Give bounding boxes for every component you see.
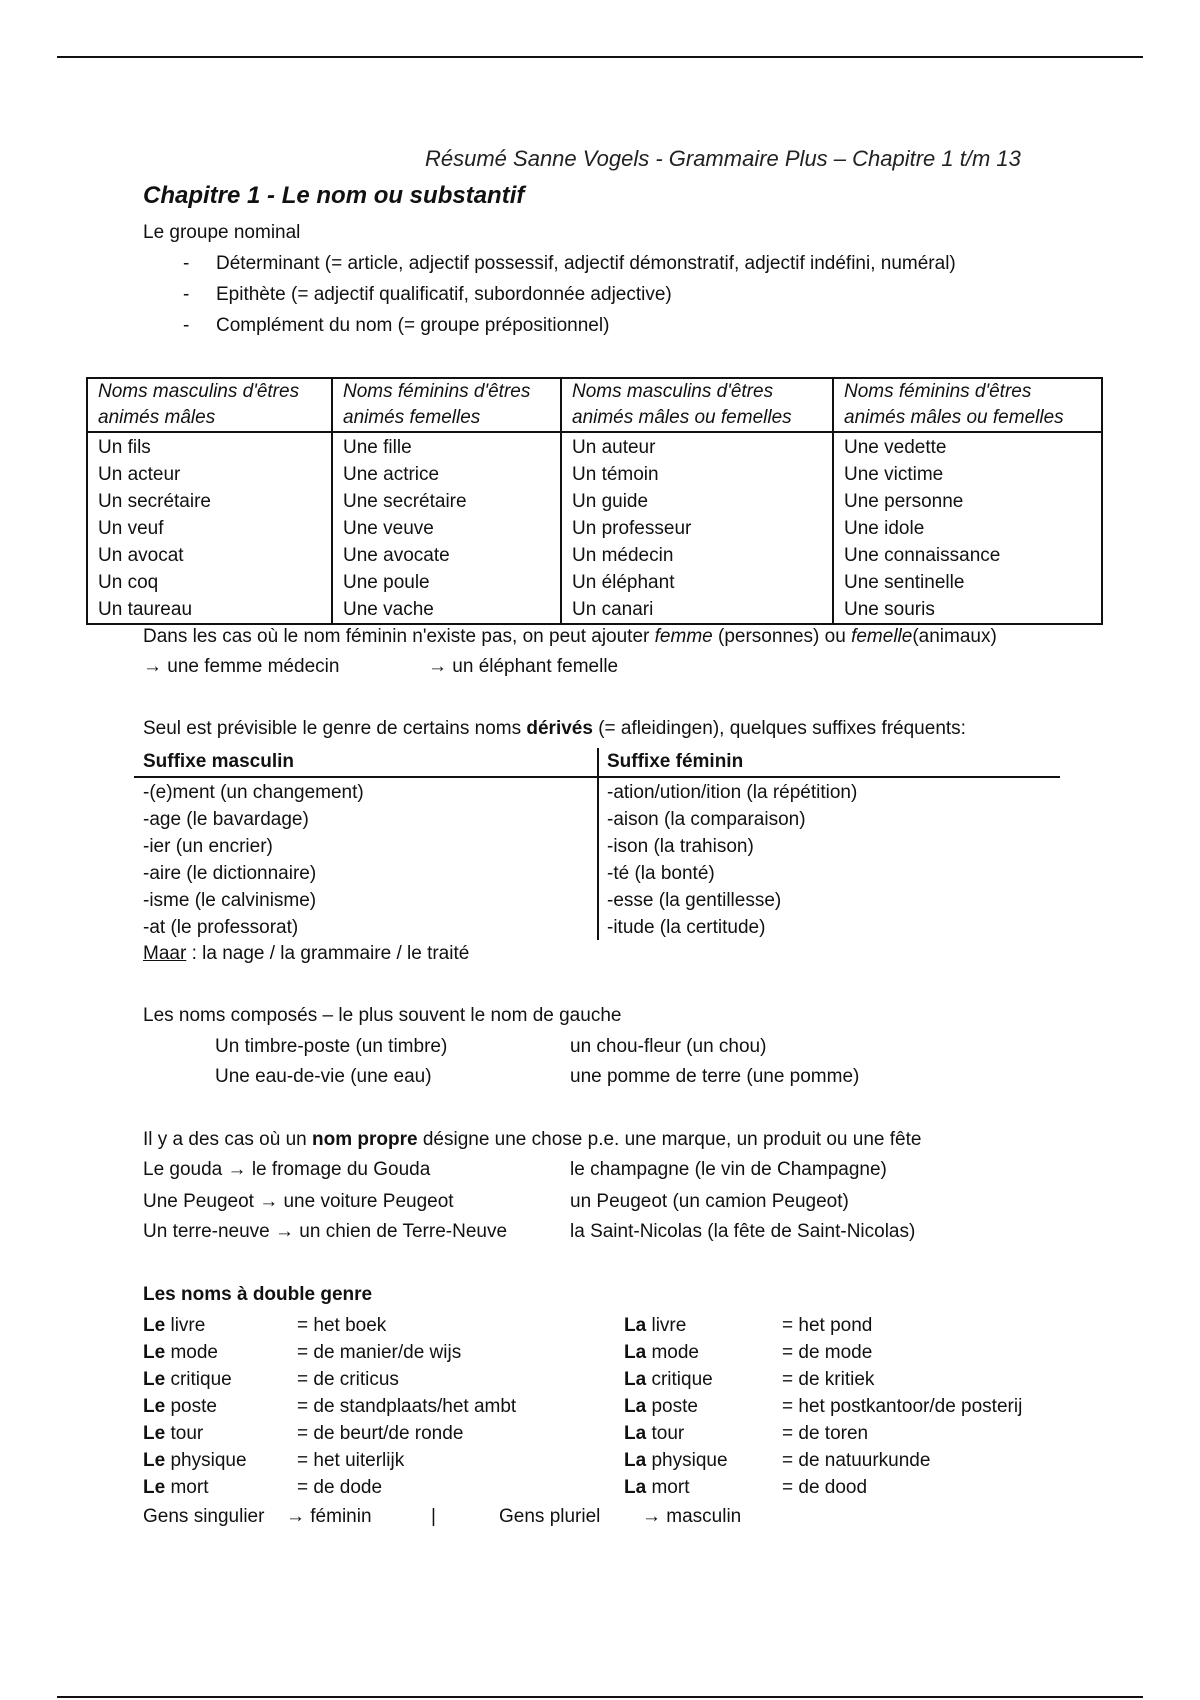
propres-example: Une Peugeot → une voiture Peugeot: [143, 1191, 454, 1212]
list-item: -itude (la certitude): [607, 917, 766, 938]
gens-pluriel: Gens pluriel: [499, 1506, 601, 1527]
list-item: - Epithète (= adjectif qualificatif, subordonnée adjective): [183, 279, 956, 310]
table-cell: Une vedette Une victime Une personne Une idole Une connaissance Une sentinelle Une souris: [833, 432, 1102, 624]
suffix-feminin-header: Suffixe féminin: [607, 751, 744, 772]
arrow-right-icon: →: [642, 1506, 661, 1527]
suffix-masculin-column: [134, 748, 597, 938]
double-genre-heading: Les noms à double genre: [143, 1284, 373, 1305]
composes-intro: Les noms composés – le plus souvent le nom de gauche: [143, 1005, 622, 1026]
top-rule: [57, 56, 1143, 58]
double-genre-meaning: = het uiterlijk: [297, 1450, 405, 1471]
arrow-right-icon: →: [143, 656, 162, 677]
table-cell: Un auteur Un témoin Un guide Un professeur Un médecin Un éléphant Un canari: [561, 432, 833, 624]
propres-example: un Peugeot (un camion Peugeot): [570, 1191, 849, 1212]
arrow-right-icon: →: [428, 656, 447, 677]
table-header-cell: Noms masculins d'êtres animés mâles: [87, 378, 332, 432]
gens-pluriel-result: → masculin: [642, 1506, 742, 1527]
list-item: - Déterminant (= article, adjectif possessif, adjectif démonstratif, adjectif indéfini, numéral): [183, 248, 956, 279]
table-header-cell: Noms masculins d'êtres animés mâles ou femelles: [561, 378, 833, 432]
propres-example: le champagne (le vin de Champagne): [570, 1159, 887, 1180]
double-genre-meaning: = de beurt/de ronde: [297, 1423, 464, 1444]
double-genre-meaning: = het boek: [297, 1315, 387, 1336]
double-genre-meaning: = de natuurkunde: [782, 1450, 931, 1471]
table-cell: Une fille Une actrice Une secrétaire Une veuve Une avocate Une poule Une vache: [332, 432, 561, 624]
list-item: -ier (un encrier): [143, 836, 273, 857]
propres-example: Un terre-neuve → un chien de Terre-Neuve: [143, 1221, 508, 1242]
composes-example: un chou-fleur (un chou): [570, 1036, 767, 1057]
double-genre-row: La poste: [624, 1396, 698, 1417]
double-genre-meaning: = de mode: [782, 1342, 873, 1363]
gens-singulier-result: → féminin: [286, 1506, 372, 1527]
list-item: -isme (le calvinisme): [143, 890, 317, 911]
double-genre-row: Le mort: [143, 1477, 209, 1498]
feminin-note: Dans les cas où le nom féminin n'existe pas, on peut ajouter femme (personnes) ou femelle(animaux): [143, 626, 997, 647]
double-genre-meaning: = de kritiek: [782, 1369, 875, 1390]
double-genre-row: Le critique: [143, 1369, 232, 1390]
feminin-example-2: → un éléphant femelle: [428, 656, 619, 677]
list-item: -esse (la gentillesse): [607, 890, 782, 911]
double-genre-row: La livre: [624, 1315, 687, 1336]
composes-example: une pomme de terre (une pomme): [570, 1066, 860, 1087]
list-item: -ison (la trahison): [607, 836, 754, 857]
double-genre-row: La mort: [624, 1477, 690, 1498]
double-genre-meaning: = de dood: [782, 1477, 868, 1498]
double-genre-row: Le mode: [143, 1342, 218, 1363]
propres-example: la Saint-Nicolas (la fête de Saint-Nicolas): [570, 1221, 916, 1242]
table-header-cell: Noms féminins d'êtres animés femelles: [332, 378, 561, 432]
arrow-right-icon: →: [286, 1506, 305, 1527]
double-genre-row: Le physique: [143, 1450, 247, 1471]
double-genre-row: La tour: [624, 1423, 685, 1444]
list-item: -(e)ment (un changement): [143, 782, 364, 803]
table-header-row: [87, 378, 1102, 432]
groupe-nominal-list: [183, 248, 956, 341]
suffix-header-divider: [134, 776, 1060, 778]
list-item: -aire (le dictionnaire): [143, 863, 317, 884]
gens-separator: |: [431, 1506, 436, 1527]
double-genre-row: Le poste: [143, 1396, 217, 1417]
arrow-right-icon: →: [275, 1221, 295, 1242]
double-genre-row: Le tour: [143, 1423, 204, 1444]
list-item: -ation/ution/ition (la répétition): [607, 782, 858, 803]
list-item: -age (le bavardage): [143, 809, 309, 830]
propres-example: Le gouda → le fromage du Gouda: [143, 1159, 431, 1180]
double-genre-row: La mode: [624, 1342, 699, 1363]
composes-example: Un timbre-poste (un timbre): [215, 1036, 448, 1057]
arrow-right-icon: →: [227, 1159, 247, 1180]
double-genre-meaning: = de manier/de wijs: [297, 1342, 462, 1363]
feminin-example-1: → une femme médecin: [143, 656, 340, 677]
gender-table: [86, 377, 1103, 625]
groupe-nominal-heading: Le groupe nominal: [143, 222, 301, 243]
propres-intro: Il y a des cas où un nom propre désigne une chose p.e. une marque, un produit ou une fête: [143, 1129, 922, 1150]
table-row: [87, 432, 1102, 624]
double-genre-meaning: = de toren: [782, 1423, 869, 1444]
running-header: Résumé Sanne Vogels - Grammaire Plus – Chapitre 1 t/m 13: [425, 146, 1021, 171]
derives-intro: Seul est prévisible le genre de certains noms dérivés (= afleidingen), quelques suffixes fréquents:: [143, 718, 966, 739]
suffix-masculin-header: Suffixe masculin: [143, 751, 294, 772]
bottom-rule: [57, 1696, 1143, 1698]
composes-example: Une eau-de-vie (une eau): [215, 1066, 432, 1087]
list-item: -té (la bonté): [607, 863, 715, 884]
arrow-right-icon: →: [259, 1191, 279, 1212]
double-genre-meaning: = de dode: [297, 1477, 383, 1498]
derives-exception: Maar : la nage / la grammaire / le traité: [143, 943, 470, 964]
table-cell: Un fils Un acteur Un secrétaire Un veuf Un avocat Un coq Un taureau: [87, 432, 332, 624]
list-item: -at (le professorat): [143, 917, 299, 938]
gens-singulier: Gens singulier: [143, 1506, 265, 1527]
list-item: - Complément du nom (= groupe prépositionnel): [183, 310, 956, 341]
double-genre-row: Le livre: [143, 1315, 206, 1336]
double-genre-meaning: = de criticus: [297, 1369, 399, 1390]
table-header-cell: Noms féminins d'êtres animés mâles ou femelles: [833, 378, 1102, 432]
double-genre-row: La critique: [624, 1369, 713, 1390]
double-genre-row: La physique: [624, 1450, 728, 1471]
double-genre-meaning: = het postkantoor/de posterij: [782, 1396, 1023, 1417]
double-genre-meaning: = het pond: [782, 1315, 873, 1336]
chapter-title: Chapitre 1 - Le nom ou substantif: [143, 182, 525, 209]
double-genre-meaning: = de standplaats/het ambt: [297, 1396, 517, 1417]
list-item: -aison (la comparaison): [607, 809, 806, 830]
